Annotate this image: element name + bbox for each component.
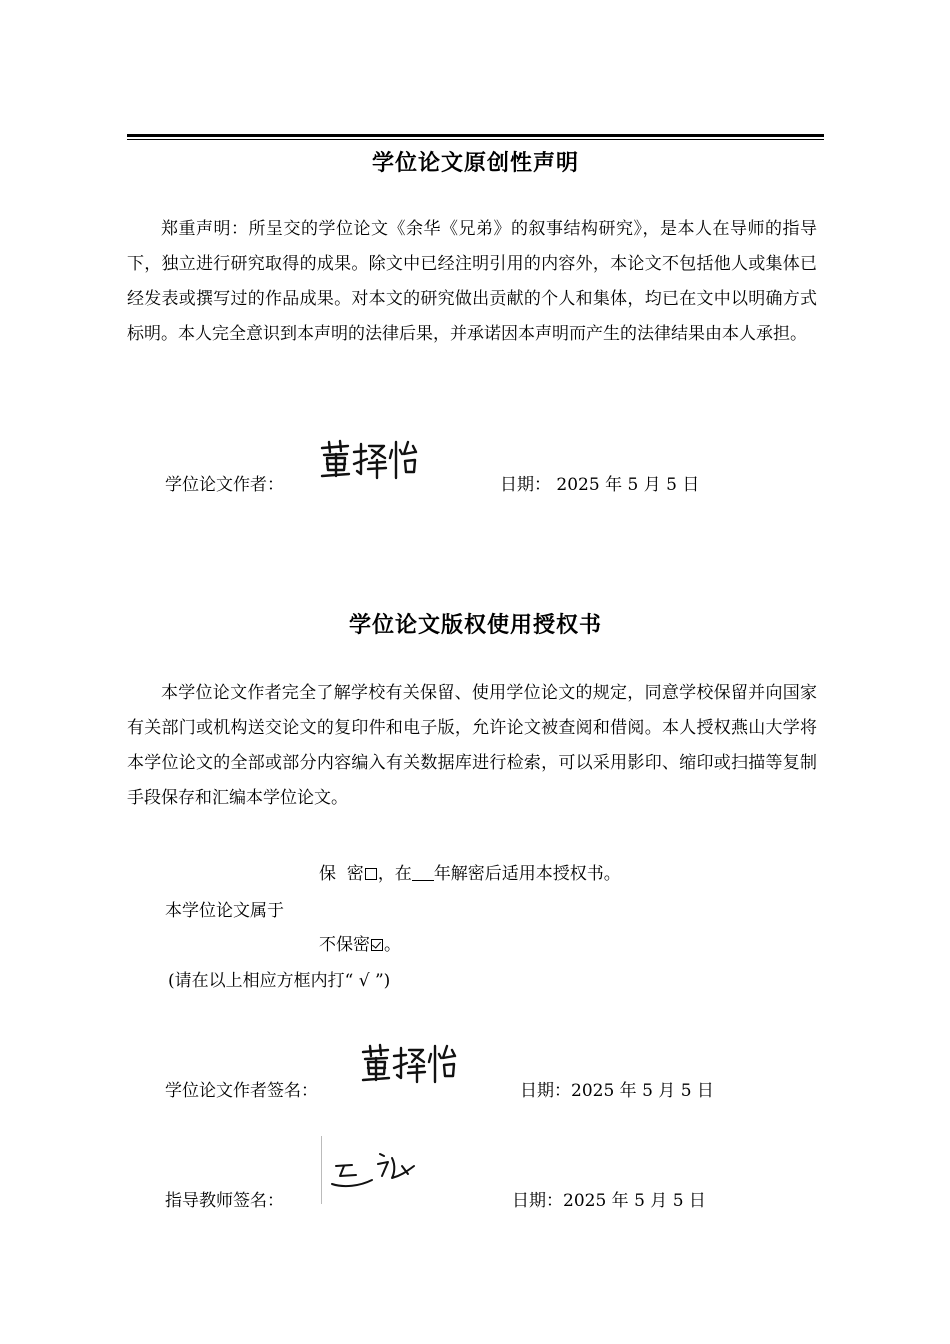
secret-option (319, 859, 621, 884)
authorization-title: 学位论文版权使用授权书 (348, 613, 602, 638)
author-signature (355, 1036, 458, 1090)
secret-checkbox[interactable] (365, 868, 377, 880)
not-secret-suffix: 。 (384, 935, 401, 955)
top-rule-thick (127, 134, 824, 137)
check-instruction: (请在以上相应方框内打“ √ ”) (168, 971, 391, 991)
declaration-date-label: 日期： (500, 475, 551, 495)
advisor-sign-label: 指导教师签名： (165, 1191, 284, 1211)
not-secret-label: 不保密 (319, 935, 370, 955)
advisor-sign-date: 日期：2025 年 5 月 5 日 (512, 1191, 706, 1211)
declaration-author-label: 学位论文作者： (165, 475, 284, 495)
advisor-signature (321, 1136, 422, 1204)
declaration-title: 学位论文原创性声明 (371, 151, 579, 176)
belongs-label: 本学位论文属于 (165, 901, 284, 921)
top-rule-thin (127, 139, 824, 140)
secret-mid: ，在 (377, 864, 412, 884)
declaration-signature (314, 430, 420, 486)
declaration-body: 郑重声明：所呈交的学位论文《余华《兄弟》的叙事结构研究》，是本人在导师的指导下，独立进行研究取得的成果。除文中已经注明引用的内容外，本论文不包括他人或集体已经发表或撰写过的作品成果。对本文的研究做出贡献的个人和集体，均已在文中以明确方式标明。本人完全意识到本声明的法律后果，并承诺因本声明而产生的法律结果由本人承担。 (127, 219, 817, 344)
secret-label: 保 密 (319, 864, 364, 884)
declaration-date (500, 470, 699, 495)
author-sign-date: 日期：2025 年 5 月 5 日 (520, 1081, 714, 1101)
year-blank[interactable] (412, 866, 434, 881)
author-sign-label: 学位论文作者签名： (165, 1081, 318, 1101)
declaration-date-value: 2025 年 5 月 5 日 (556, 475, 700, 495)
not-secret-checkbox[interactable] (371, 939, 383, 951)
authorization-body: 本学位论文作者完全了解学校有关保留、使用学位论文的规定，同意学校保留并向国家有关部门或机构送交论文的复印件和电子版，允许论文被查阅和借阅。本人授权燕山大学将本学位论文的全部或部分内容编入有关数据库进行检索，可以采用影印、缩印或扫描等复制手段保存和汇编本学位论文。 (127, 683, 817, 808)
not-secret-option (319, 930, 401, 955)
secret-suffix: 年解密后适用本授权书。 (433, 864, 621, 884)
